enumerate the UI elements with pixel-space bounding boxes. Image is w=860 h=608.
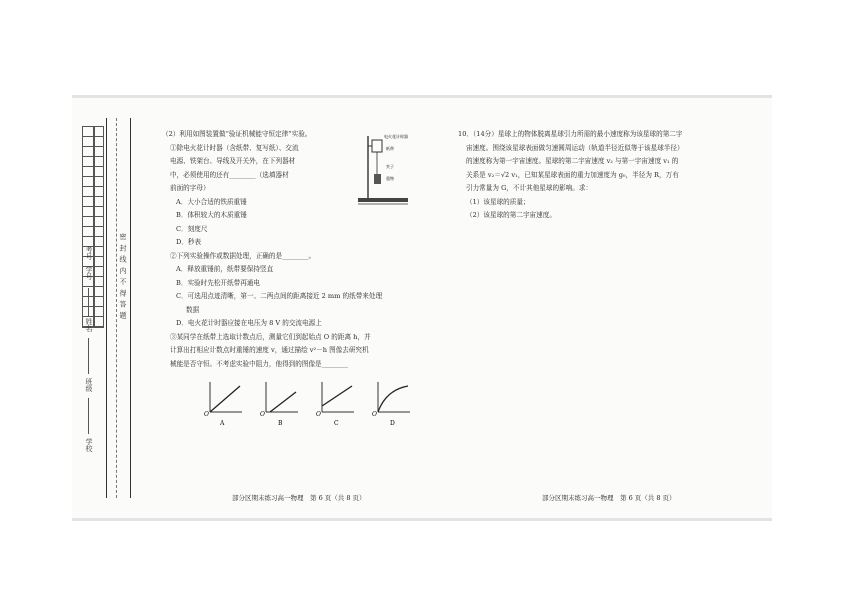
s1-option-a: A．大小合适的铁质重锤	[176, 197, 247, 206]
s3-line-2: 计算出打相应计数点时重锤的速度 v，通过描绘 v²－h 图像去研究机	[170, 346, 369, 354]
answer-grid-2	[94, 126, 104, 328]
s2-option-c: C．可选用点迹清晰，第一、二两点间的距离接近 2 mm 的纸带来处理	[176, 292, 383, 300]
s2-option-b: B．实验时先松开纸带再通电	[176, 278, 260, 287]
field-line-class	[88, 338, 89, 374]
apparatus-diagram	[354, 128, 414, 208]
graph-b-label: B	[278, 420, 283, 426]
exam-sheet	[72, 95, 772, 521]
svg-text:O: O	[204, 411, 209, 418]
seal-line-text: 密 封 线 内 不 得 答 题	[119, 233, 127, 320]
svg-text:O: O	[316, 411, 321, 418]
q10-line-5: 引力常量为 G，不计其他星球的影响。求：	[466, 184, 593, 192]
label-tape: 纸带	[386, 146, 394, 151]
left-footer: 部分区期末练习高一物理 第 6 页（共 8 页）	[232, 494, 366, 502]
graph-d-label: D	[390, 420, 395, 426]
field-name: 姓名	[85, 318, 93, 332]
svg-text:O: O	[260, 411, 265, 418]
field-class: 班级	[85, 378, 93, 392]
field-line-school	[88, 398, 89, 434]
q10-sub-1: （1）该星球的质量；	[466, 197, 530, 206]
s1-option-b: B．体积较大的木质重锤	[176, 211, 247, 219]
seal-dash-line	[116, 118, 117, 498]
fold-line	[106, 118, 107, 498]
s1-line-3: 中，必须使用的还有________（选填器材	[170, 170, 289, 179]
graph-d	[372, 382, 410, 426]
question-intro: （2）利用如图装置做“验证机械能守恒定律”实验。	[162, 130, 312, 138]
s1-line-2: 电源、铁架台、导线及开关外，在下列器材	[170, 157, 296, 165]
q10-line-4: 关系是 v₂＝√2 v₁，已知某星球表面的重力加速度为 g₀，半径为 R，万有	[466, 170, 679, 179]
right-footer: 部分区期末练习高一物理 第 6 页（共 8 页）	[542, 494, 676, 502]
q10-line-1: 10．（14分）星球上的物体脱离星球引力所需的最小速度称为该星球的第二宇	[458, 130, 683, 138]
q10-sub-2: （2）该星球的第二宇宙速度。	[466, 211, 556, 219]
label-clip: 夹子	[386, 164, 394, 169]
graph-b	[260, 382, 298, 426]
field-school: 学校	[85, 438, 93, 452]
label-weight: 重物	[386, 176, 394, 181]
s2-line: ②下列实验操作或数据处理，正确的是________。	[170, 251, 316, 260]
field-student-id: 学号	[85, 266, 93, 280]
s1-option-c: C．刻度尺	[176, 224, 208, 233]
label-timer: 电火花计时器	[384, 134, 408, 139]
s1-line-1: ①除电火花计时器（含纸带、复写纸）、交流	[170, 143, 299, 152]
fold-line-2	[130, 118, 131, 498]
graph-c	[316, 382, 354, 426]
s2-option-c-cont: 数据	[186, 305, 200, 314]
graph-c-label: C	[334, 420, 339, 426]
s2-option-d: D．电火花计时器应接在电压为 8 V 的交流电源上	[176, 319, 322, 327]
s3-line-1: ③某同学在纸带上选取计数点后，测量它们到起始点 O 的距离 h，并	[170, 332, 371, 341]
right-page	[458, 128, 758, 223]
binding-gutter	[72, 98, 142, 518]
graph-a	[204, 382, 242, 426]
field-exam-id: 考号	[85, 246, 93, 260]
graph-options	[202, 378, 422, 426]
q10-line-2: 宙速度。围绕该星球表面做匀速圆周运动（轨道半径近似等于该星球半径）	[466, 143, 684, 152]
field-line-name	[88, 288, 89, 316]
q10-line-3: 的速度称为第一宇宙速度。星球的第二宇宙速度 v₂ 与第一宇宙速度 v₁ 的	[466, 157, 679, 165]
s1-option-d: D．秒表	[176, 238, 202, 246]
svg-text:O: O	[372, 411, 377, 418]
s3-line-3: 械能是否守恒。不考虑实验中阻力，他得到的图像是________	[170, 359, 349, 368]
graph-a-label: A	[220, 420, 225, 426]
s1-line-4: 前面的字母）	[170, 184, 210, 192]
s2-option-a: A．释放重锤前，纸带要保持竖直	[176, 265, 274, 273]
